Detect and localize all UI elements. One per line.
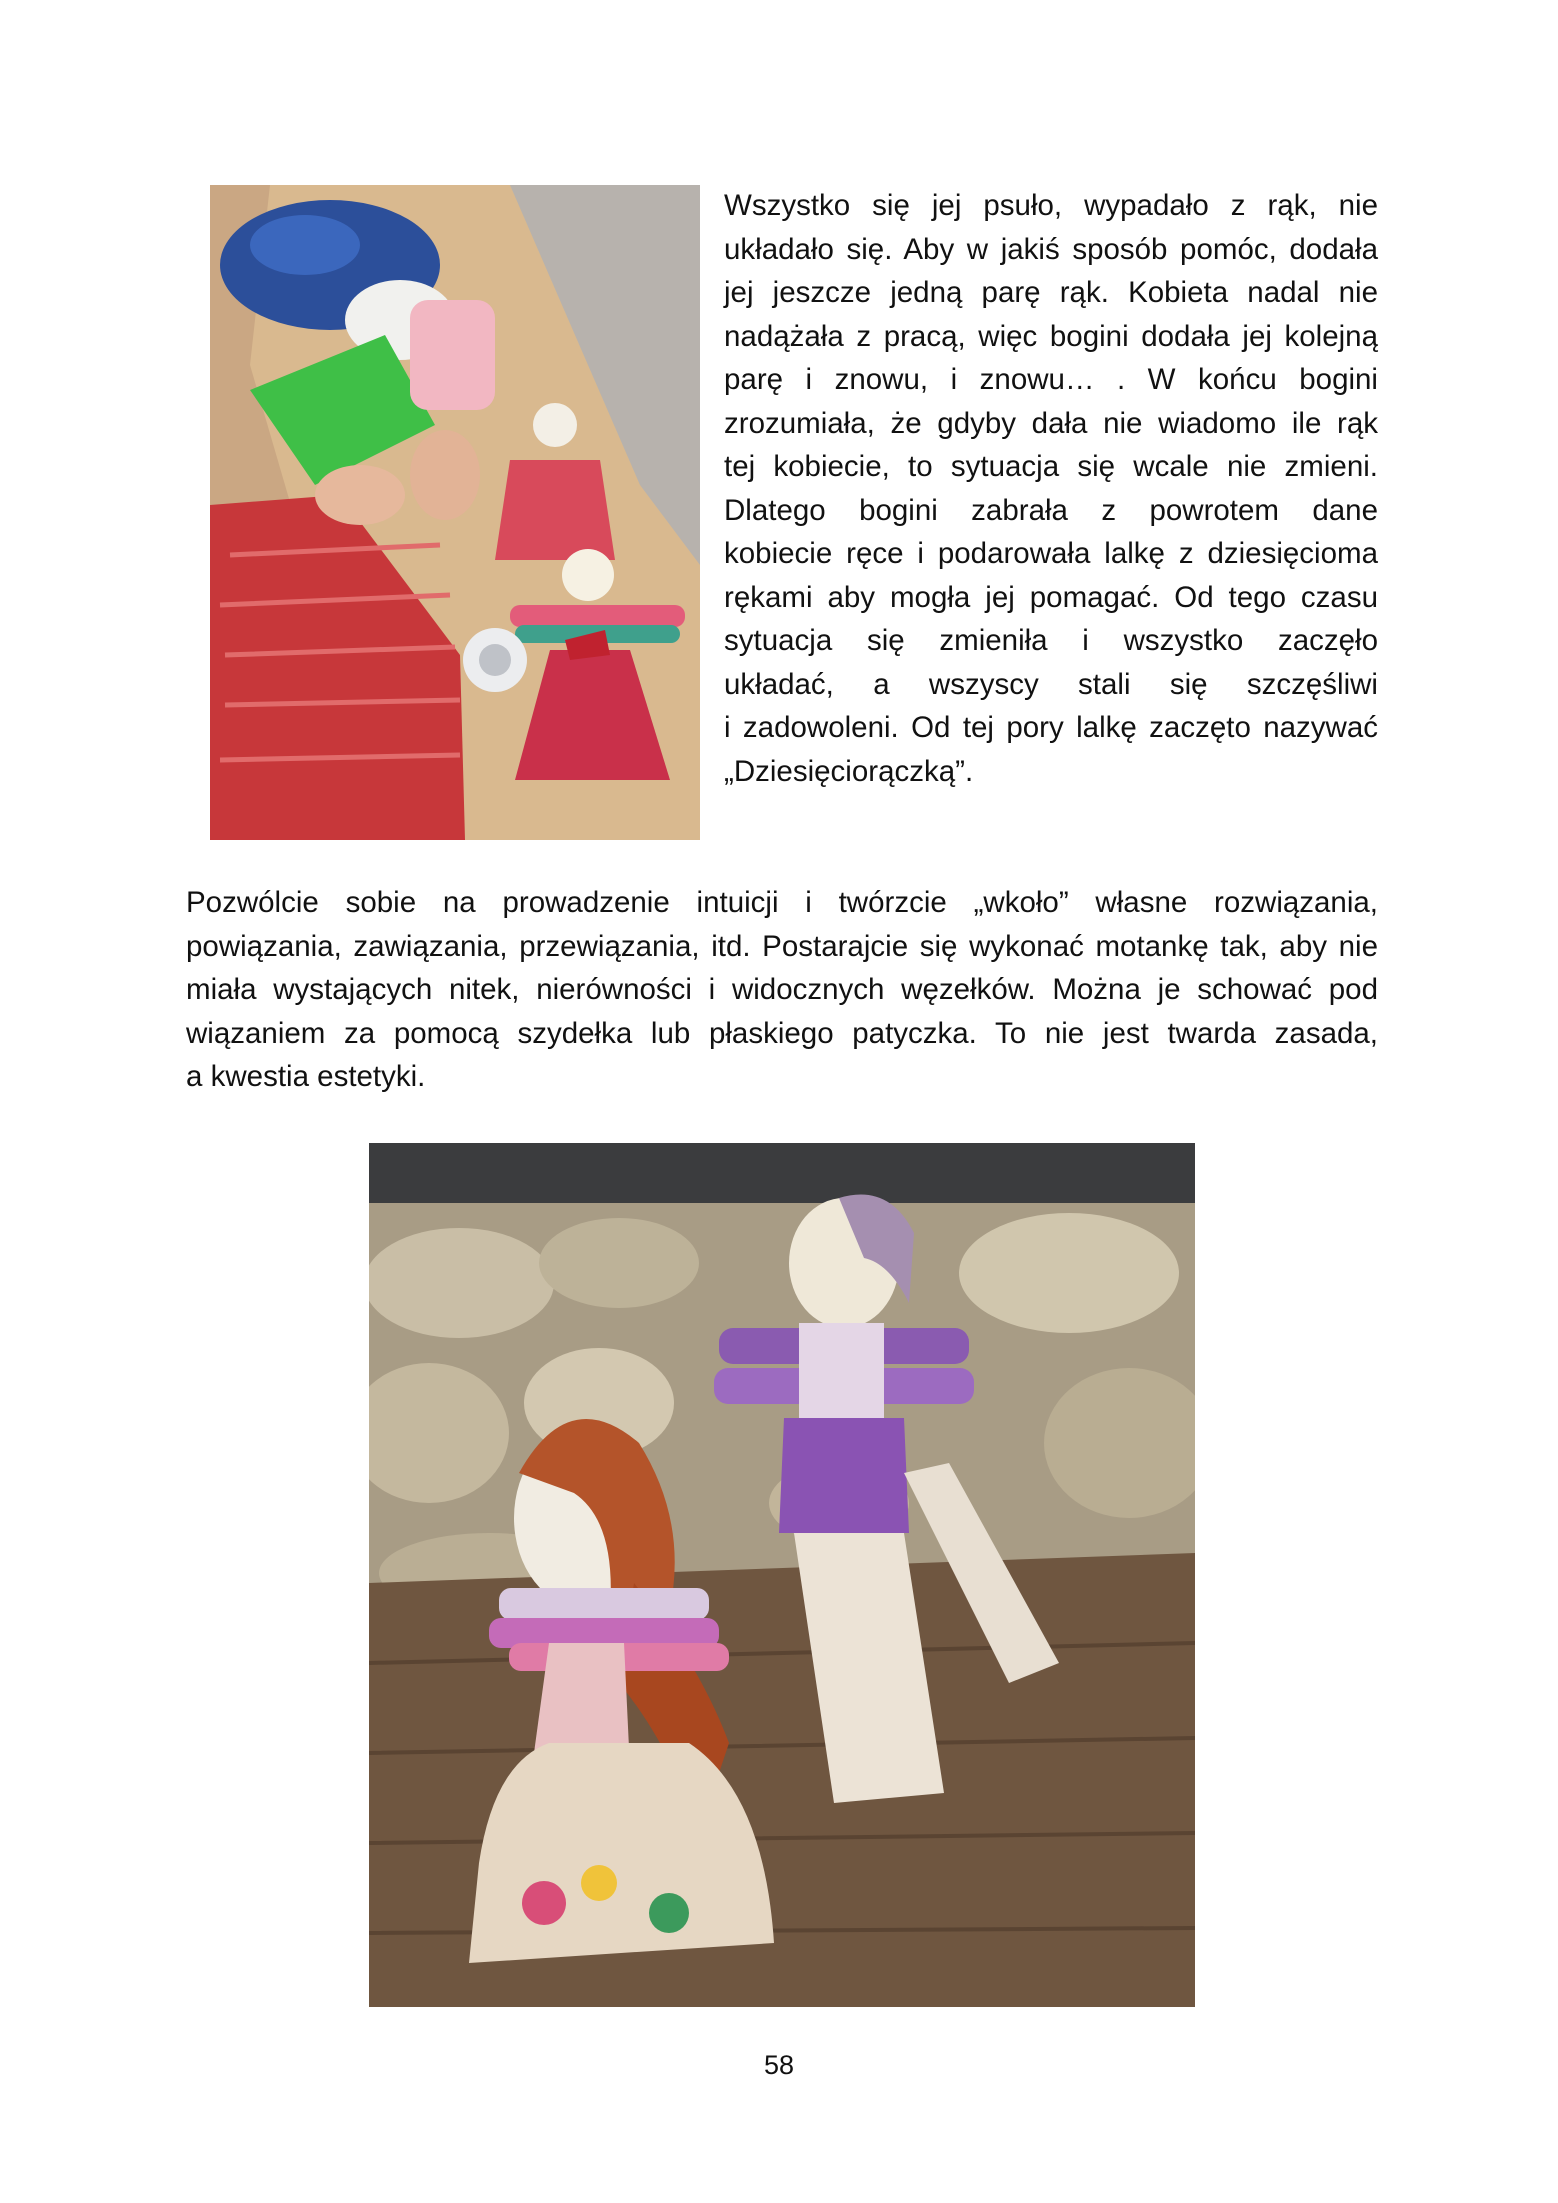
text-line: kobiecie ręce i podarowała lalkę z dziesięcioma [724, 537, 1378, 570]
instructions-paragraph [186, 881, 1378, 1099]
photo-motanka-dolls [369, 1143, 1195, 2007]
text-line: parę i znowu, i znowu… . W końcu bogini [724, 363, 1378, 396]
text-line: układało się. Aby w jakiś sposób pomóc, dodała [724, 232, 1378, 266]
text-line: sytuacja się zmieniła i wszystko zaczęło [724, 624, 1378, 657]
text-line: układać, a wszyscy stali się szczęśliwi [724, 667, 1378, 701]
page-number: 58 [763, 2050, 795, 2080]
text-line: jej jeszcze jedną parę rąk. Kobieta nadal nie [724, 276, 1378, 309]
text-line: a kwestia estetyki. [186, 1060, 426, 1093]
text-line: Wszystko się jej psuło, wypadało z rąk, nie [724, 189, 1378, 222]
text-line: powiązania, zawiązania, przewiązania, itd. Postarajcie się wykonać motankę tak, aby nie [186, 929, 1378, 963]
text-line: miała wystających nitek, nierówności i widocznych węzełków. Można je schować pod [186, 973, 1378, 1006]
text-line: i zadowoleni. Od tej pory lalkę zaczęto nazywać [724, 711, 1378, 744]
text-line: wiązaniem za pomocą szydełka lub płaskiego patyczka. To nie jest twarda zasada, [186, 1016, 1378, 1050]
text-line: „Dziesięciorączką”. [724, 754, 974, 788]
text-line: Dlatego bogini zabrała z powrotem dane [724, 493, 1378, 527]
text-line: nadążała z pracą, więc bogini dodała jej kolejną [724, 319, 1378, 353]
text-line: zrozumiała, że gdyby dała nie wiadomo ile rąk [724, 406, 1378, 440]
text-line: rękami aby mogła jej pomagać. Od tego czasu [724, 580, 1378, 614]
text-line: tej kobiecie, to sytuacja się wcale nie zmieni. [724, 450, 1378, 483]
photo-doll-workshop [210, 185, 700, 840]
story-paragraph [724, 184, 1378, 793]
text-line: Pozwólcie sobie na prowadzenie intuicji i twórzcie „wkoło” własne rozwiązania, [186, 886, 1378, 919]
